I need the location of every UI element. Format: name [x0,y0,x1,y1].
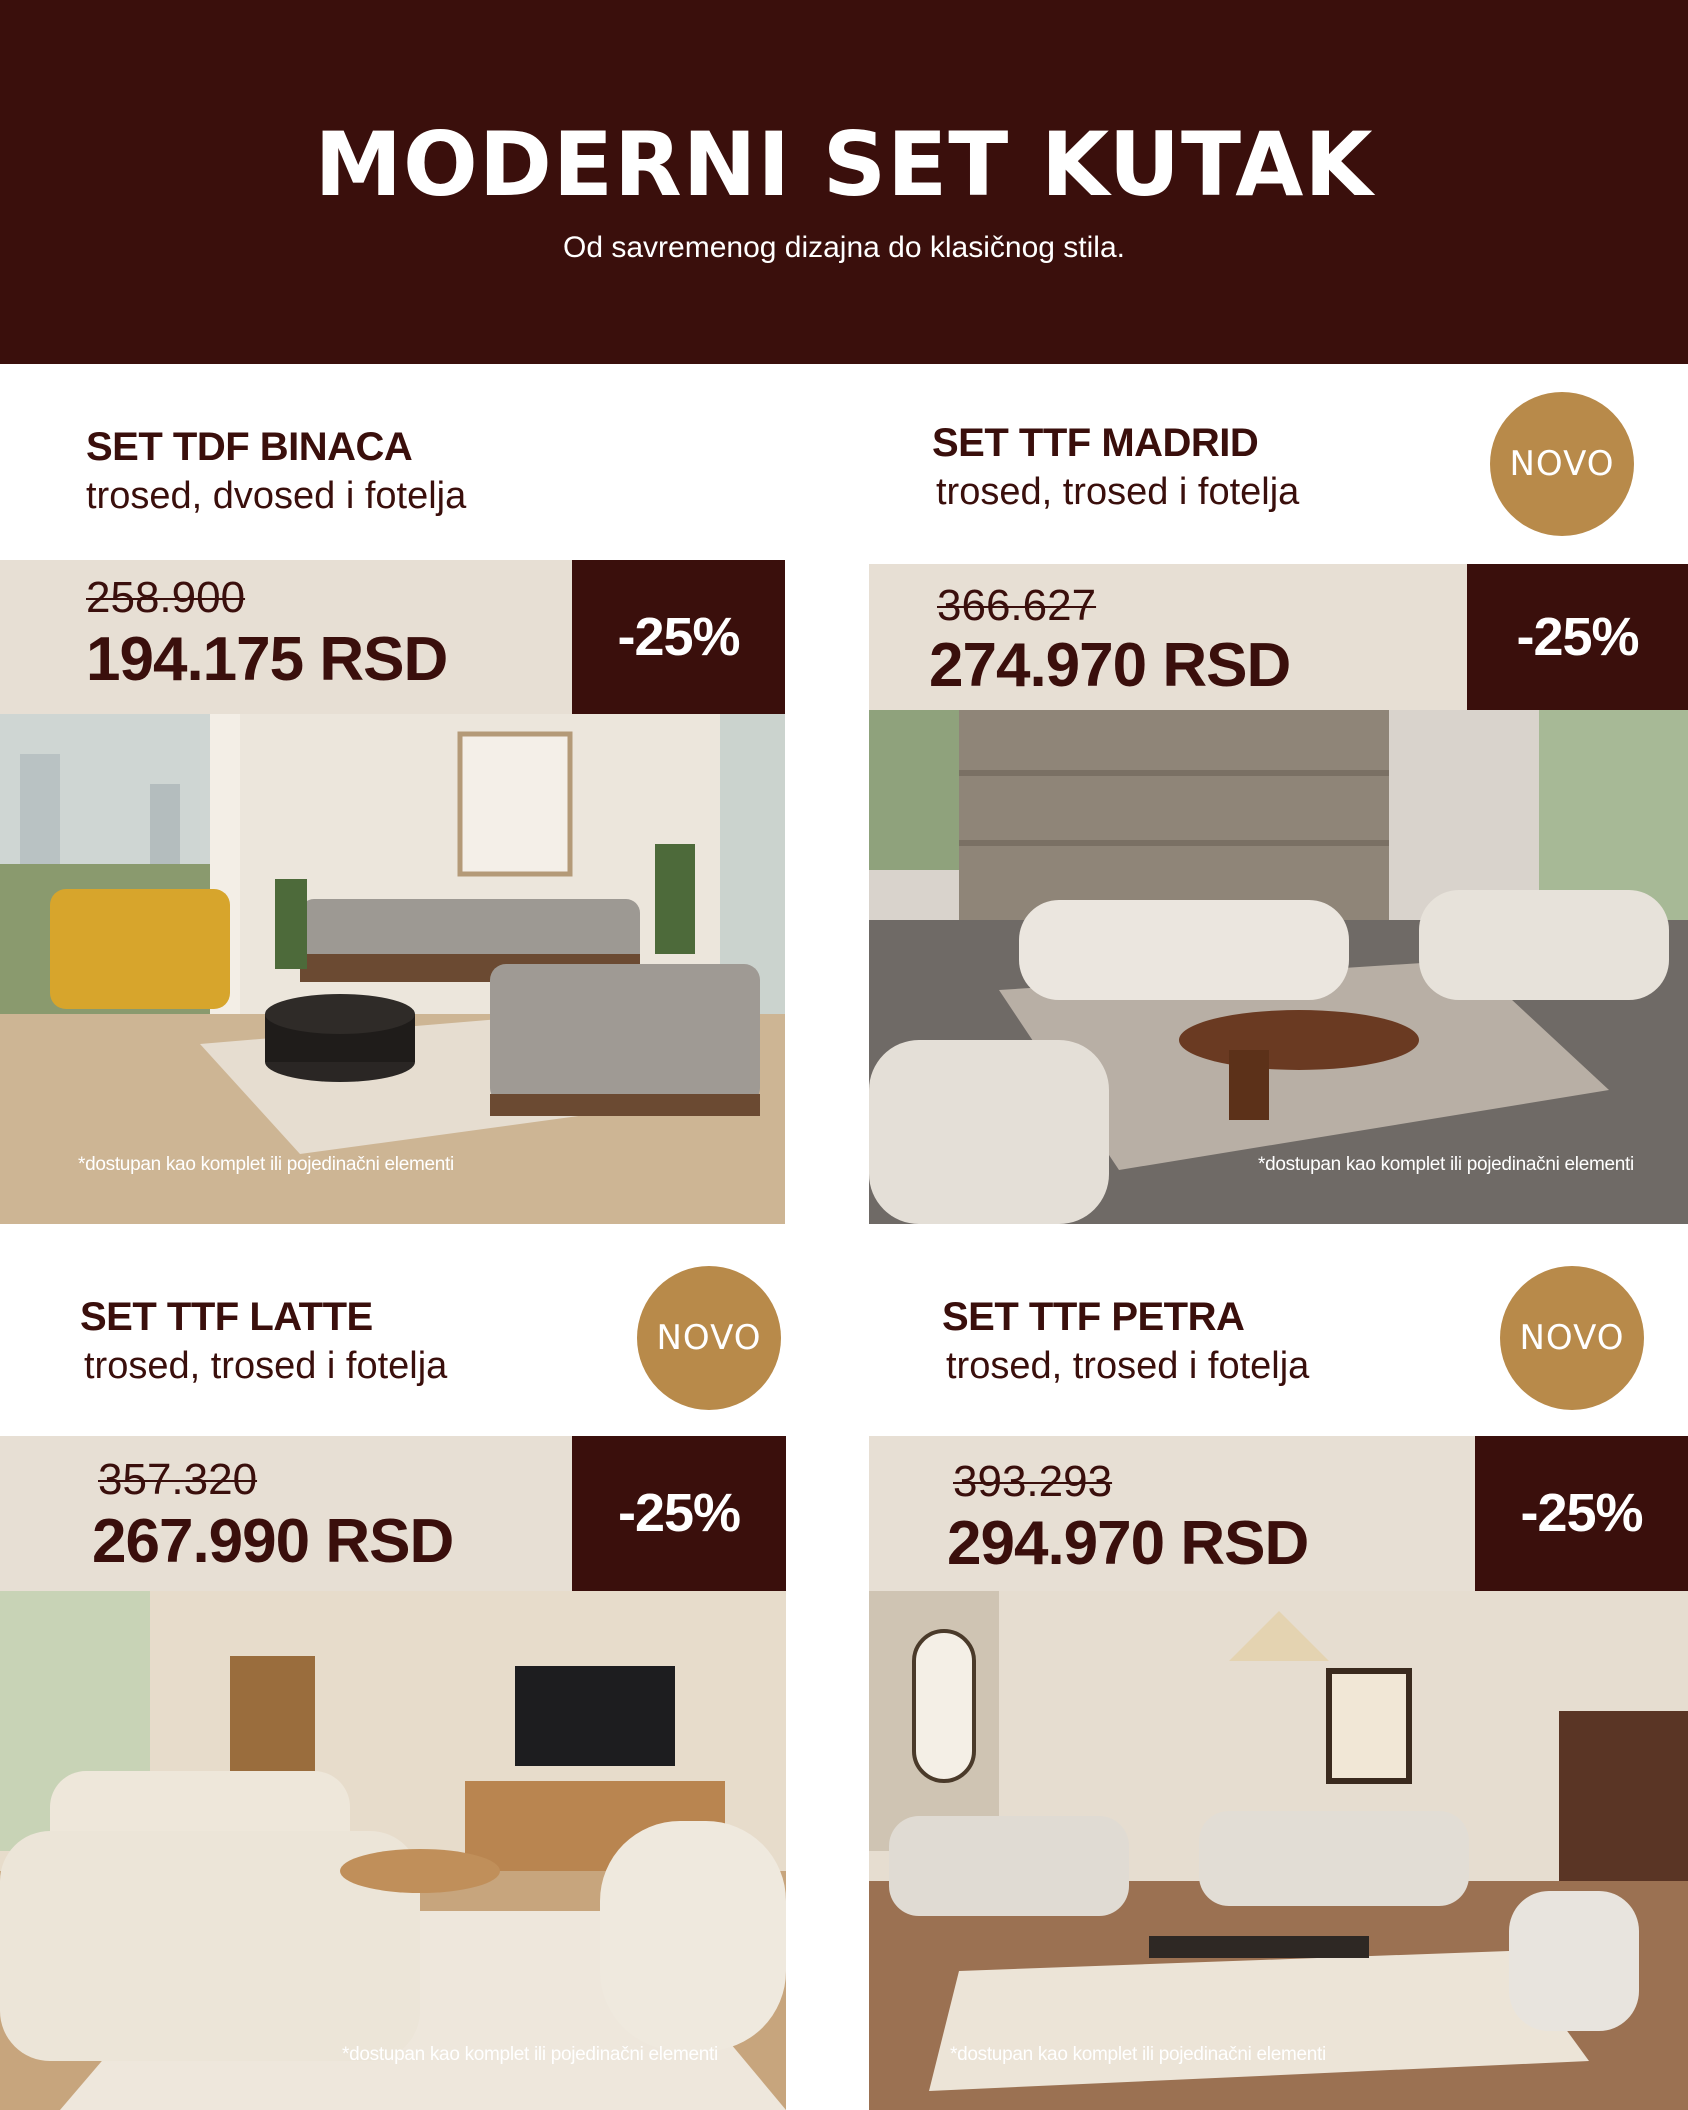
new-price: 294.970 RSD [947,1509,1309,1578]
discount-badge: -25% [1475,1436,1688,1591]
availability-note: *dostupan kao komplet ili pojedinačni elementi [78,1154,454,1175]
availability-note: *dostupan kao komplet ili pojedinačni elementi [1258,1154,1634,1175]
product-photo [869,1591,1688,2110]
page-header [0,0,1688,364]
old-price: 366.627 [937,581,1097,630]
discount-badge: -25% [1467,564,1688,710]
old-price: 357.320 [98,1455,258,1504]
old-price: 258.900 [86,573,246,622]
product-card-binaca[interactable] [0,364,844,1224]
discount-badge: -25% [572,560,785,714]
old-price: 393.293 [953,1457,1113,1506]
price-band [869,1436,1475,1591]
new-price: 267.990 RSD [92,1507,454,1576]
product-photo [0,1591,786,2110]
product-name: SET TDF BINACA [86,425,413,469]
product-description: trosed, trosed i fotelja [84,1345,448,1387]
living-room-illustration [869,710,1688,1224]
product-name: SET TTF MADRID [932,421,1259,465]
price-band [0,560,572,714]
price-band [0,1436,572,1591]
discount-badge: -25% [572,1436,786,1591]
page-subtitle: Od savremenog dizajna do klasičnog stila. [563,231,1125,264]
novo-badge: NOVO [637,1266,781,1410]
new-price: 274.970 RSD [929,631,1291,700]
novo-badge: NOVO [1500,1266,1644,1410]
living-room-illustration [0,714,785,1224]
availability-note: *dostupan kao komplet ili pojedinačni elementi [342,2044,718,2065]
product-photo [0,714,785,1224]
product-name: SET TTF PETRA [942,1295,1245,1339]
product-description: trosed, trosed i fotelja [946,1345,1310,1387]
living-room-illustration [0,1591,786,2110]
availability-note: *dostupan kao komplet ili pojedinačni elementi [950,2044,1326,2065]
new-price: 194.175 RSD [86,625,448,694]
product-description: trosed, dvosed i fotelja [86,475,467,517]
novo-badge: NOVO [1490,392,1634,536]
product-photo [869,710,1688,1224]
product-card-latte[interactable] [0,1224,844,2110]
product-description: trosed, trosed i fotelja [936,471,1300,513]
price-band [869,564,1467,710]
product-card-madrid[interactable] [844,364,1688,1224]
living-room-illustration [869,1591,1688,2110]
product-card-petra[interactable] [844,1224,1688,2110]
product-name: SET TTF LATTE [80,1295,373,1339]
page-title: MODERNI SET KUTAK [314,113,1374,216]
